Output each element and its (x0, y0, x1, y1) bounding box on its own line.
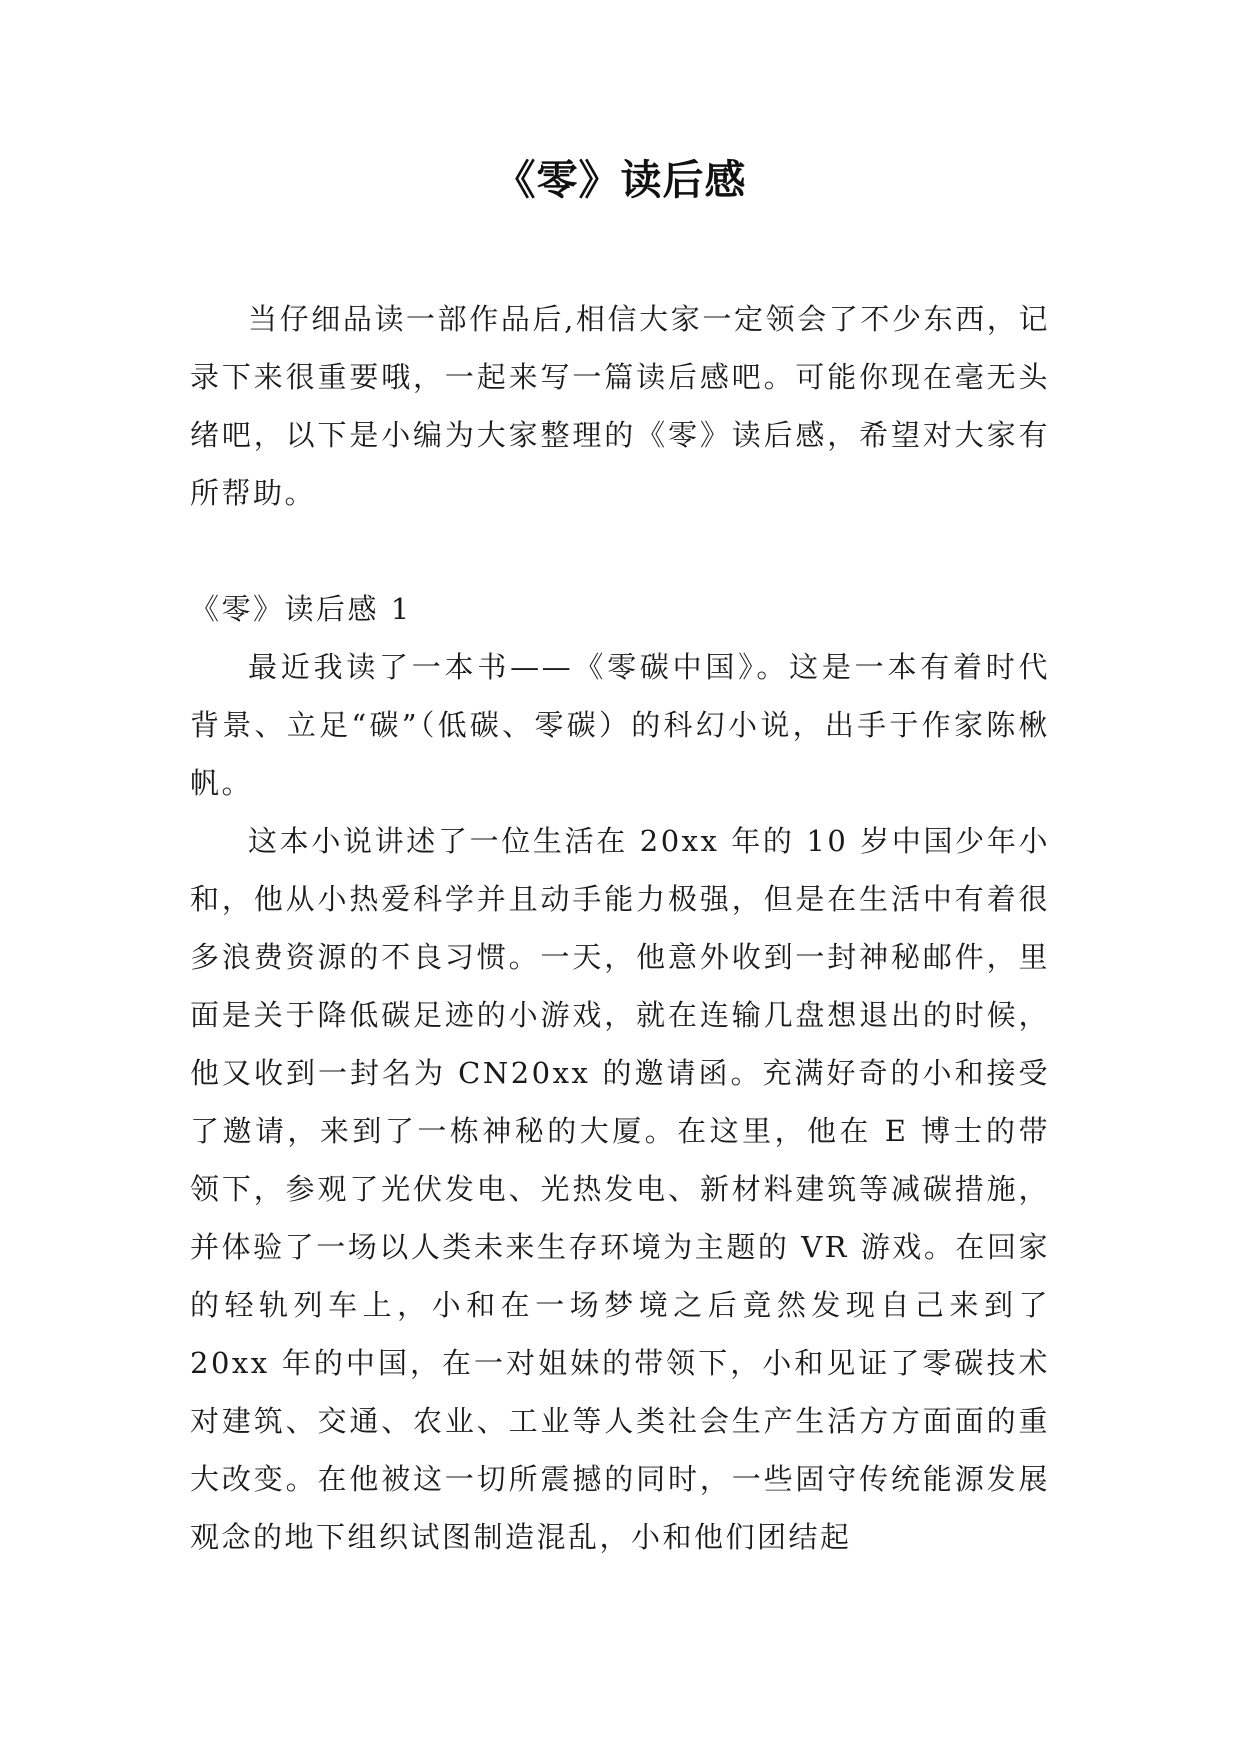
section-heading: 《零》读后感 1 (190, 592, 412, 626)
body-paragraph: 这本小说讲述了一位生活在 20xx 年的 10 岁中国少年小和，他从小热爱科学并且动手能力极强，但是在生活中有着很多浪费资源的不良习惯。一天，他意外收到一封神秘邮件，里面是关于降低碳足迹的小游戏，就在连输几盘想退出的时候，他又收到一封名为 CN20xx 的邀请函。充满好奇的小和接受了邀请，来到了一栋神秘的大厦。在这里，他在 E 博士的带领下，参观了光伏发电、光热发电、新材料建筑等减碳措施，并体验了一场以人类未来生存环境为主题的 VR 游戏。在回家的轻轨列车上，小和在一场梦境之后竟然发现自己来到了 20xx 年的中国，在一对姐妹的带领下，小和见证了零碳技术对建筑、交通、农业、工业等人类社会生产生活方方面面的重大改变。在他被这一切所震撼的同时，一些固守传统能源发展观念的地下组织试图制造混乱，小和他们团结起 (190, 824, 1050, 1554)
document-title: 《零》读后感 (494, 156, 747, 204)
body-paragraph: 最近我读了一本书——《零碳中国》。这是一本有着时代背景、立足“碳”（低碳、零碳）的科幻小说，出手于作家陈楸帆。 (190, 650, 1050, 800)
intro-paragraph: 当仔细品读一部作品后,相信大家一定领会了不少东西，记录下来很重要哦，一起来写一篇读后感吧。可能你现在毫无头绪吧，以下是小编为大家整理的《零》读后感，希望对大家有所帮助。 (190, 302, 1050, 510)
